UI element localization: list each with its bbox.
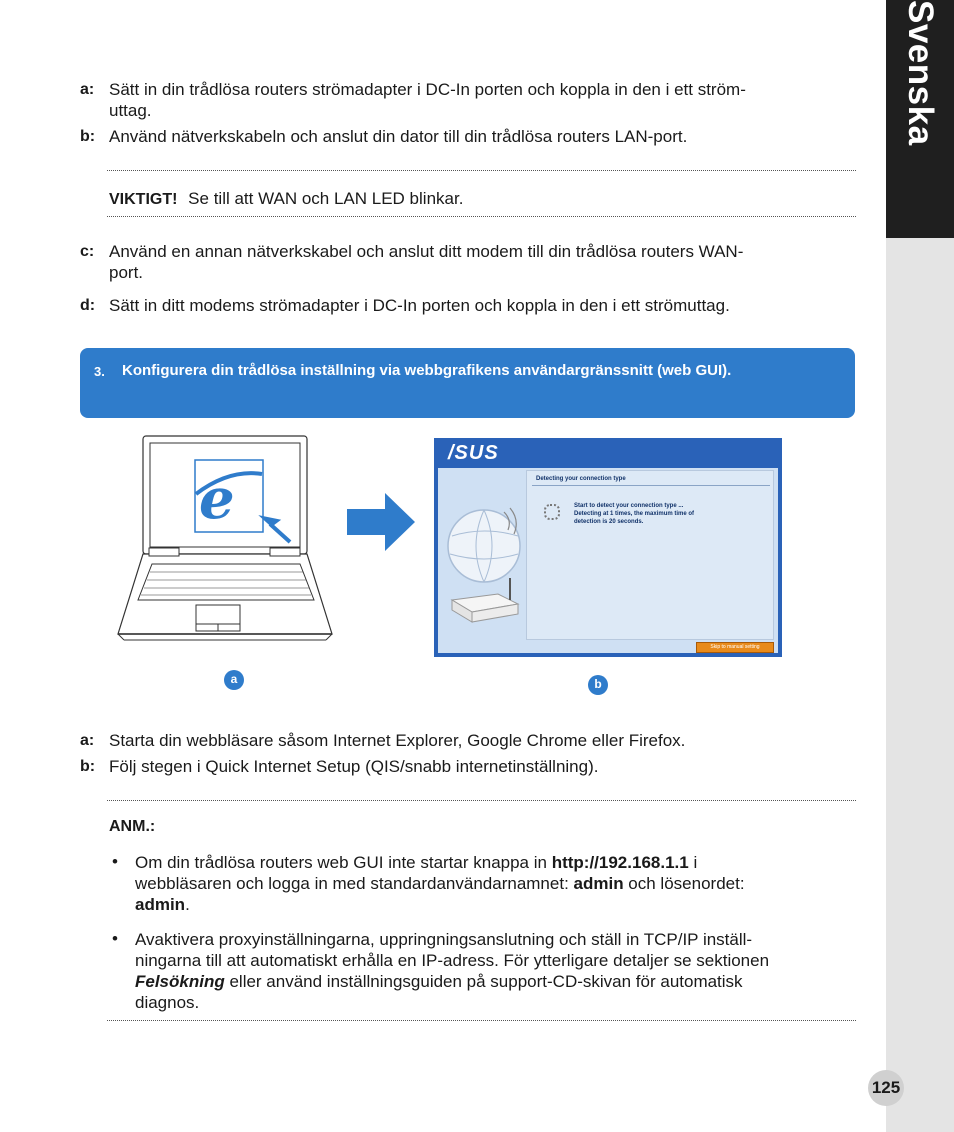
text: . bbox=[185, 895, 190, 914]
default-username: admin bbox=[573, 874, 624, 893]
laptop-illustration bbox=[104, 434, 334, 646]
step-text: Sätt in din trådlösa routers strömadapter i DC-In porten och koppla in den i ett ström- bbox=[109, 80, 746, 99]
troubleshooting-ref: Felsökning bbox=[135, 972, 225, 991]
step-label: b: bbox=[80, 758, 96, 775]
note-bullet-1 bbox=[135, 852, 875, 915]
text: Om din trådlösa routers web GUI inte startar knappa in bbox=[135, 853, 552, 872]
text: eller använd inställningsguiden på support-CD-skivan för automatisk bbox=[224, 972, 743, 991]
step-text: Följ stegen i Quick Internet Setup (QIS/snabb internetinställning). bbox=[109, 757, 599, 776]
step-text: Sätt in ditt modems strömadapter i DC-In porten och koppla in den i ett strömuttag. bbox=[109, 296, 730, 315]
note-bullet-2-line4: diagnos. bbox=[135, 993, 200, 1012]
gui-status-line3: detection is 20 seconds. bbox=[574, 519, 644, 525]
gui-status-line2: Detecting at 1 times, the maximum time of bbox=[574, 511, 695, 517]
skip-to-manual-setting-button[interactable]: Skip to manual setting bbox=[696, 642, 774, 653]
step-text: Starta din webbläsare såsom Internet Explorer, Google Chrome eller Firefox. bbox=[109, 731, 686, 750]
asus-logo: /SUS bbox=[448, 442, 499, 464]
loading-spinner-icon bbox=[544, 504, 560, 520]
web-gui-screenshot bbox=[434, 438, 782, 657]
step-label: a: bbox=[80, 732, 95, 749]
bullet-icon: • bbox=[112, 852, 118, 871]
note-bullet-1-line1 bbox=[135, 852, 875, 873]
section-number: 3. bbox=[94, 364, 105, 379]
gui-status-line1: Start to detect your connection type ... bbox=[574, 503, 684, 509]
note-title: ANM.: bbox=[109, 818, 156, 835]
step-text: Använd en annan nätverkskabel och anslut ditt modem till din trådlösa routers WAN- bbox=[109, 242, 744, 261]
gui-panel-title: Detecting your connection type bbox=[536, 476, 626, 482]
text: i bbox=[688, 853, 698, 872]
divider bbox=[107, 800, 856, 801]
router-url: http://192.168.1.1 bbox=[551, 853, 689, 872]
text: och lösenordet: bbox=[623, 874, 745, 893]
step-text-cont: port. bbox=[109, 263, 144, 282]
figure-badge-a: a bbox=[224, 670, 244, 690]
text: webbläsaren och logga in med standardanvändarnamnet: bbox=[135, 874, 574, 893]
bullet-icon: • bbox=[112, 929, 118, 948]
important-note bbox=[109, 188, 463, 210]
gui-panel bbox=[526, 470, 774, 640]
step-label: b: bbox=[80, 128, 96, 145]
step-text: Använd nätverkskabeln och anslut din dator till din trådlösa routers LAN-port. bbox=[109, 127, 688, 146]
note-bullet-1-line2 bbox=[135, 873, 875, 894]
arrow-right-icon bbox=[347, 493, 417, 551]
gui-panel-divider bbox=[532, 485, 770, 486]
section-title: Konfigurera din trådlösa inställning via webbgrafikens användargränssnitt (web GUI). bbox=[122, 362, 732, 379]
globe-router-icon bbox=[438, 468, 528, 649]
note-bullet-2-line2: ningarna till att automatiskt erhålla en IP-adress. För ytterligare detaljer se sektionen bbox=[135, 951, 770, 970]
svg-text:e: e bbox=[199, 466, 235, 532]
note-bullet-1-line3 bbox=[135, 894, 875, 915]
note-bullet-2-line1: Avaktivera proxyinställningarna, uppringningsanslutning och ställ in TCP/IP inställ- bbox=[135, 930, 753, 949]
important-text: Se till att WAN och LAN LED blinkar. bbox=[188, 189, 464, 208]
note-bullet-2-line3 bbox=[135, 971, 875, 992]
step-label: a: bbox=[80, 81, 95, 98]
figure-badge-b: b bbox=[588, 675, 608, 695]
step-label: c: bbox=[80, 243, 95, 260]
step-text-cont: uttag. bbox=[109, 101, 152, 120]
divider bbox=[107, 170, 856, 171]
divider bbox=[107, 216, 856, 217]
section-banner bbox=[80, 348, 855, 418]
step-label: d: bbox=[80, 297, 96, 314]
divider bbox=[107, 1020, 856, 1021]
important-label: VIKTIGT! bbox=[109, 191, 178, 208]
side-tab-label: Svenska bbox=[901, 0, 940, 146]
default-password: admin bbox=[135, 895, 186, 914]
page-number: 125 bbox=[868, 1070, 904, 1106]
note-bullet-2 bbox=[135, 929, 875, 1013]
